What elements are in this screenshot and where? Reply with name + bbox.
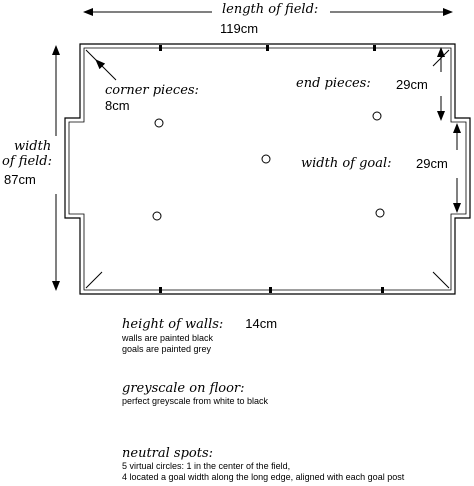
floor-note bbox=[122, 381, 268, 407]
walls-note bbox=[122, 315, 277, 355]
walls-height-value: 14cm bbox=[245, 316, 278, 331]
floor-note-line1: perfect greyscale from white to black bbox=[122, 396, 269, 406]
wall-marker-bottom-1 bbox=[159, 287, 162, 293]
length-label: length of field: bbox=[222, 2, 319, 17]
wall-marker-bottom-2 bbox=[269, 287, 272, 293]
floor-heading: greyscale on floor: bbox=[122, 381, 245, 396]
spots-note-line1: 5 virtual circles: 1 in the center of the field, bbox=[122, 461, 291, 471]
walls-note-line1: walls are painted black bbox=[122, 333, 214, 343]
width-value: 87cm bbox=[4, 172, 36, 187]
end-pieces-value: 29cm bbox=[396, 77, 428, 92]
spots-note bbox=[122, 446, 404, 483]
corner-pointer-arrow bbox=[96, 60, 116, 80]
walls-note-line2: goals are painted grey bbox=[122, 344, 212, 354]
spots-heading: neutral spots: bbox=[122, 446, 214, 461]
walls-heading: height of walls: bbox=[122, 317, 224, 332]
goal-width-value: 29cm bbox=[416, 156, 448, 171]
neutral-spot-top-right bbox=[373, 112, 381, 120]
length-value: 119cm bbox=[220, 21, 259, 36]
wall-marker-bottom-3 bbox=[381, 287, 384, 293]
corner-piece-bottom-right bbox=[433, 272, 449, 288]
width-label-line1: width bbox=[14, 139, 52, 154]
wall-marker-top-1 bbox=[159, 45, 162, 51]
corner-pieces-label: corner pieces: bbox=[105, 83, 199, 98]
neutral-spot-top-left bbox=[155, 119, 163, 127]
neutral-spot-center bbox=[262, 155, 270, 163]
wall-marker-top-3 bbox=[373, 45, 376, 51]
width-label-line2: of field: bbox=[2, 154, 52, 169]
neutral-spot-bottom-right bbox=[376, 209, 384, 217]
goal-width-label: width of goal: bbox=[301, 156, 392, 171]
spots-note-line2: 4 located a goal width along the long edge, aligned with each goal post bbox=[122, 472, 405, 482]
neutral-spot-bottom-left bbox=[153, 212, 161, 220]
corner-piece-bottom-left bbox=[86, 272, 102, 288]
corner-pieces-value: 8cm bbox=[105, 98, 130, 113]
end-pieces-label: end pieces: bbox=[296, 76, 371, 91]
wall-marker-top-2 bbox=[266, 45, 269, 51]
